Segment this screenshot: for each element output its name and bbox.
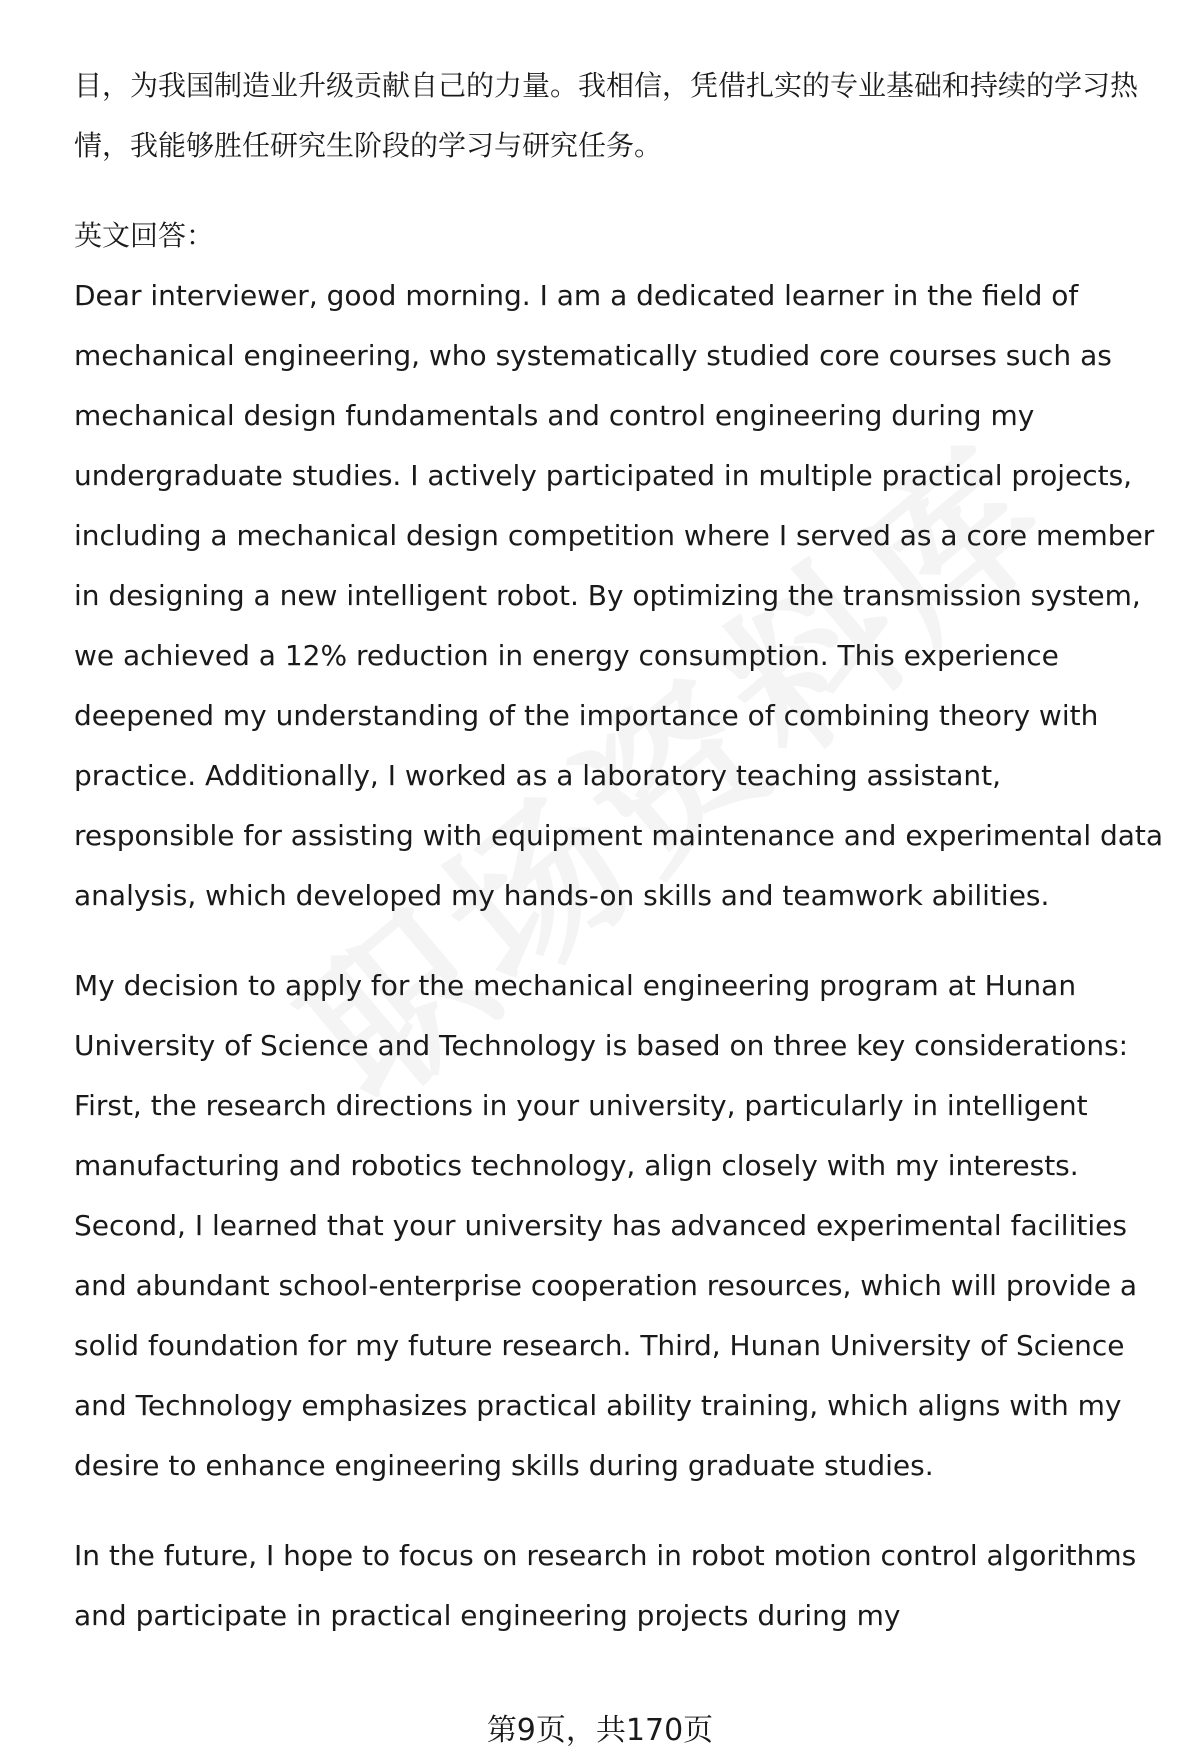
paragraph-motivation: My decision to apply for the mechanical engineering program at Hunan University of Science and Technology is based on three key considerations: First, the research directions in your university, particularly in intelligent manufacturing and robotics technology, align closely with my interests. Second, I learned that your university has advanced experimental facilities and abundant school-enterprise cooperation resources, which will provide a solid foundation for my future research. Third, Hunan University of Science and Technology emphasizes practical ability training, which aligns with my desire to enhance engineering skills during graduate studies.	[74, 969, 1138, 1482]
page-number: 第9页，共170页	[486, 1713, 714, 1748]
paragraph-introduction: Dear interviewer, good morning. I am a dedicated learner in the field of mechanical engineering, who systematically studied core courses such as mechanical design fundamentals and control engineering during my undergraduate studies. I actively participated in multiple practical projects, including a mechanical design competition where I served as a core member in designing a new intelligent robot. By optimizing the transmission system, we achieved a 12% reduction in energy consumption. This experience deepened my understanding of the importance of combining theory with practice. Additionally, I worked as a laboratory teaching assistant, responsible for assisting with equipment maintenance and experimental data analysis, which developed my hands-on skills and teamwork abilities.	[74, 279, 1164, 912]
chinese-answer-continuation: 目，为我国制造业升级贡献自己的力量。我相信，凭借扎实的专业基础和持续的学习热情，我能够胜任研究生阶段的学习与研究任务。	[74, 69, 1139, 162]
paragraph-future-plans: In the future, I hope to focus on research in robot motion control algorithms and participate in practical engineering projects during my	[74, 1539, 1137, 1632]
english-answer-label: 英文回答：	[74, 219, 215, 252]
document-body	[74, 56, 1164, 1646]
